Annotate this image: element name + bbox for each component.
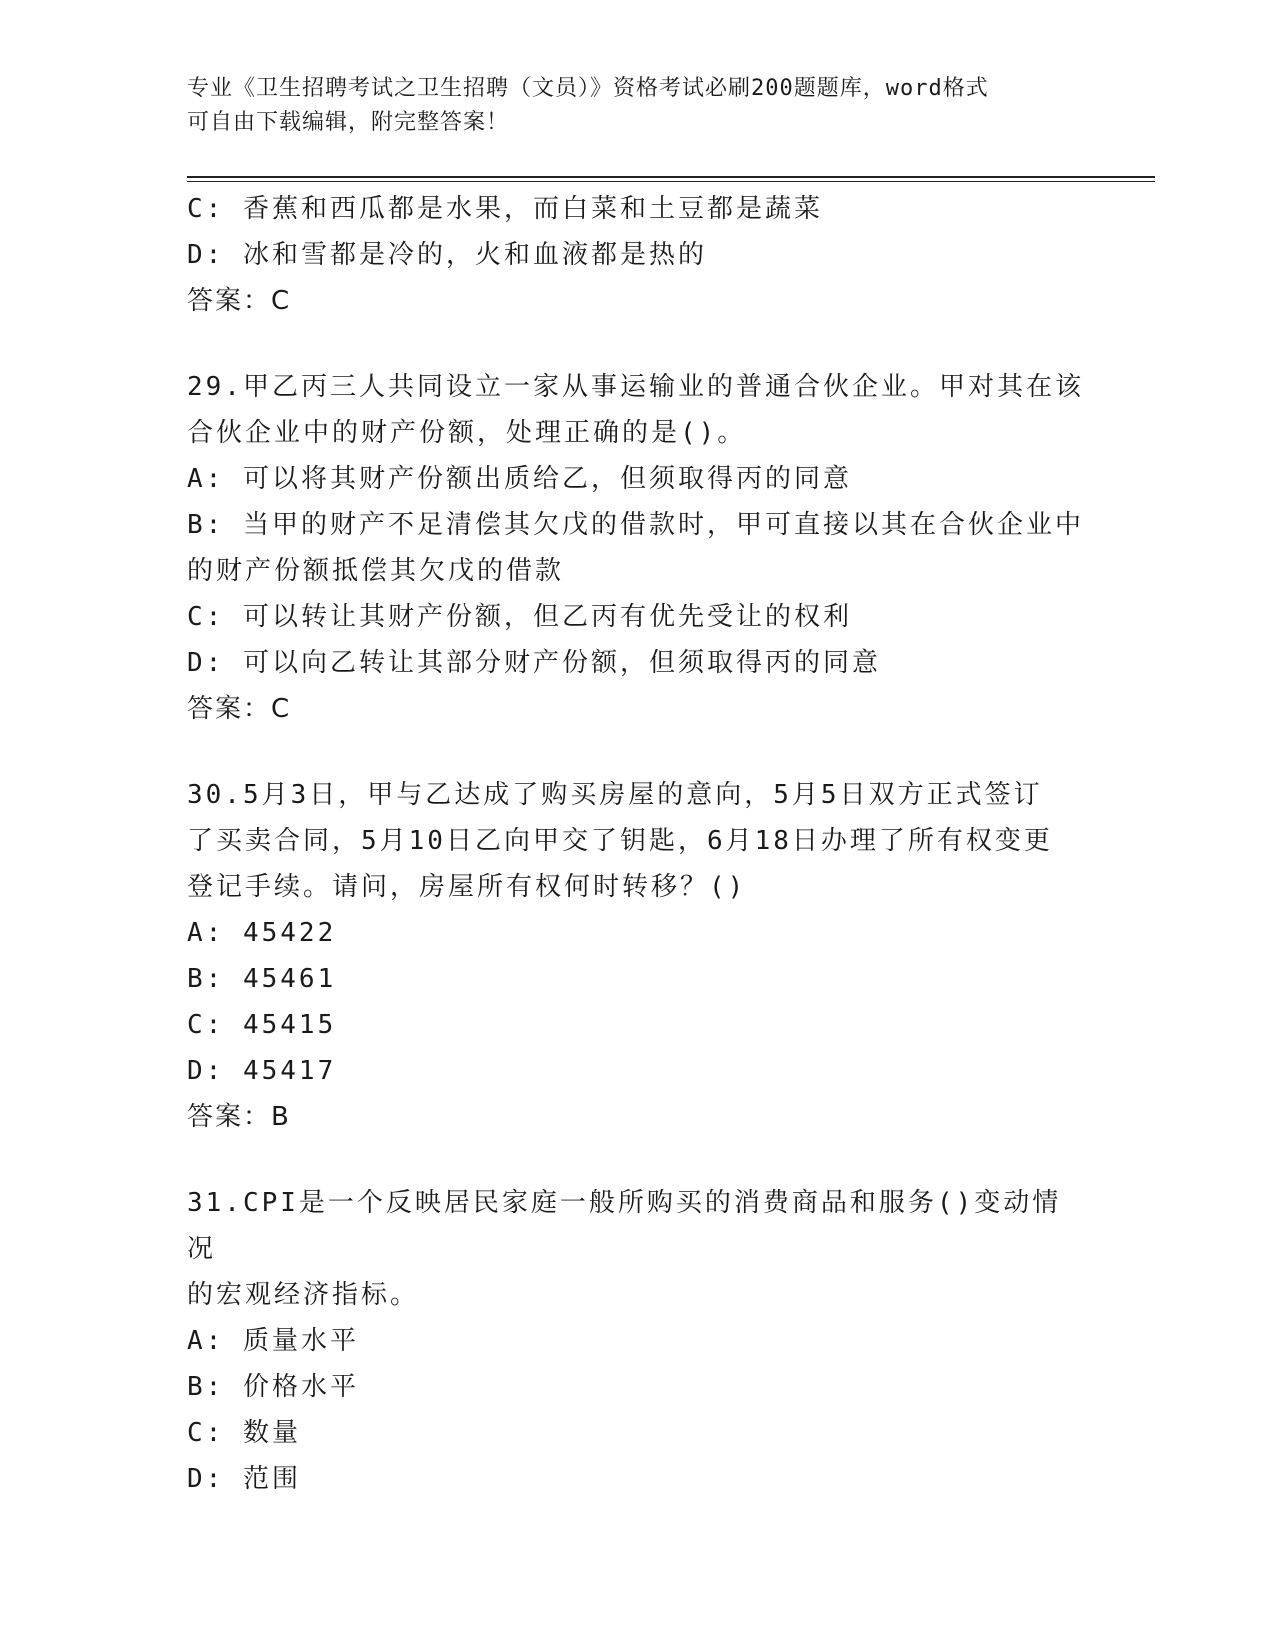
answer-line: 答案：B	[187, 1102, 291, 1132]
option-d: D: 45417	[187, 1056, 337, 1086]
document-header	[187, 72, 1067, 140]
question-29	[187, 364, 1087, 732]
option-b-continued: 的财产份额抵偿其欠戊的借款	[187, 556, 565, 586]
question-stem-line: 登记手续。请问，房屋所有权何时转移？()	[187, 872, 747, 902]
answer-line: 答案：C	[187, 694, 292, 724]
header-line-2: 可自由下载编辑，附完整答案！	[187, 110, 510, 135]
document-body	[187, 186, 1087, 1502]
option-a: A: 质量水平	[187, 1326, 359, 1356]
option-a: A: 45422	[187, 918, 337, 948]
option-d: D: 范围	[187, 1464, 301, 1494]
question-31	[187, 1180, 1087, 1502]
prev-question-block	[187, 186, 1087, 324]
spacer	[187, 324, 1087, 364]
option-c: C: 可以转让其财产份额，但乙丙有优先受让的权利	[187, 602, 852, 632]
option-d: D: 可以向乙转让其部分财产份额，但须取得丙的同意	[187, 648, 881, 678]
question-stem-line: 30.5月3日，甲与乙达成了购买房屋的意向，5月5日双方正式签订	[187, 780, 1043, 810]
option-c: C: 数量	[187, 1418, 301, 1448]
option-d: D: 冰和雪都是冷的，火和血液都是热的	[187, 240, 707, 270]
question-stem-line: 29.甲乙丙三人共同设立一家从事运输业的普通合伙企业。甲对其在该	[187, 372, 1084, 402]
spacer	[187, 732, 1087, 772]
option-a: A: 可以将其财产份额出质给乙，但须取得丙的同意	[187, 464, 852, 494]
option-b: B: 当甲的财产不足清偿其欠戊的借款时，甲可直接以其在合伙企业中	[187, 510, 1084, 540]
question-stem-line: 的宏观经济指标。	[187, 1280, 420, 1310]
option-b: B: 45461	[187, 964, 337, 994]
spacer	[187, 1140, 1087, 1180]
question-stem-line: 31.CPI是一个反映居民家庭一般所购买的消费商品和服务()变动情况	[187, 1188, 1062, 1264]
question-30	[187, 772, 1087, 1140]
header-line-1: 专业《卫生招聘考试之卫生招聘（文员）》资格考试必刷200题题库，word格式	[187, 76, 989, 101]
option-b: B: 价格水平	[187, 1372, 359, 1402]
option-c: C: 45415	[187, 1010, 337, 1040]
answer-line: 答案：C	[187, 286, 292, 316]
header-divider	[187, 176, 1155, 182]
question-stem-line: 了买卖合同，5月10日乙向甲交了钥匙，6月18日办理了所有权变更	[187, 826, 1053, 856]
option-c: C: 香蕉和西瓜都是水果，而白菜和土豆都是蔬菜	[187, 194, 823, 224]
question-stem-line: 合伙企业中的财产份额，处理正确的是()。	[187, 418, 747, 448]
